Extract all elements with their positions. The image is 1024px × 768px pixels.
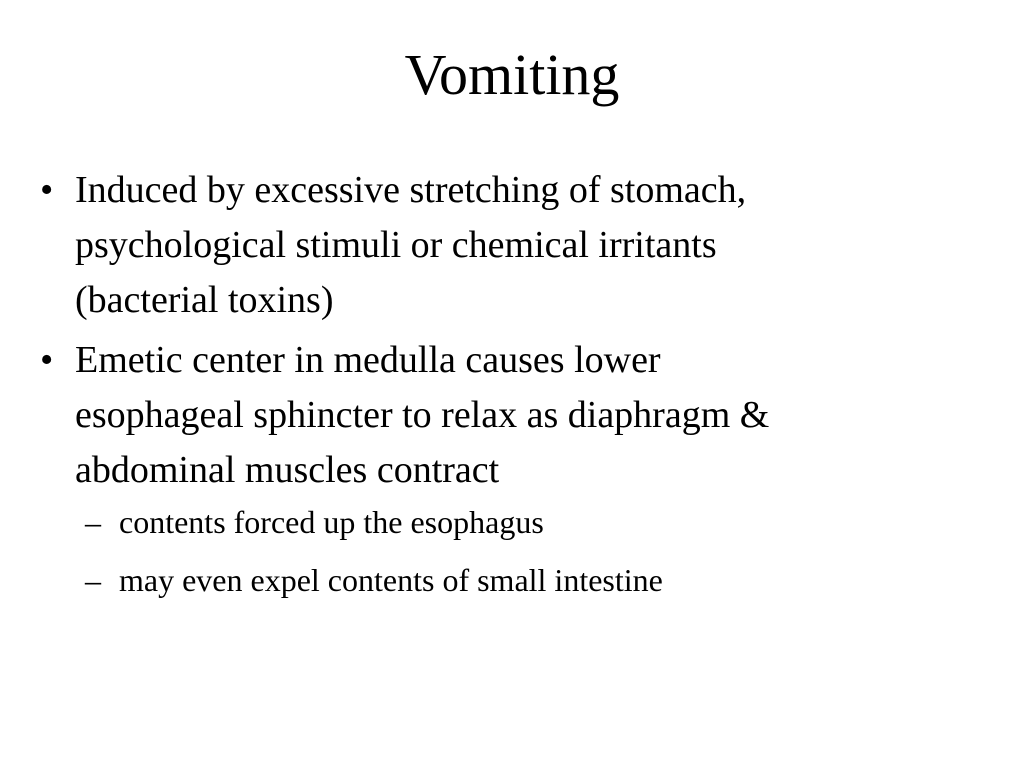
- bullet-marker: •: [40, 169, 54, 211]
- bullet-item-2: [40, 333, 940, 602]
- bullet-line: esophageal sphincter to relax as diaphragm &: [75, 394, 770, 436]
- bullet-line: psychological stimuli or chemical irritants: [75, 224, 717, 266]
- sub-bullet-marker: –: [85, 562, 101, 598]
- bullet-line: Emetic center in medulla causes lower: [75, 339, 661, 381]
- slide-title: Vomiting: [404, 42, 620, 107]
- sub-bullet-item-2: [85, 558, 940, 602]
- sub-bullet-list: [85, 500, 940, 602]
- sub-bullet-item-1: [85, 500, 940, 544]
- sub-bullet-marker: –: [85, 504, 101, 540]
- sub-bullet-text: contents forced up the esophagus: [119, 504, 544, 540]
- sub-bullet-text: may even expel contents of small intestine: [119, 562, 663, 598]
- bullet-marker: •: [40, 339, 54, 381]
- bullet-line: (bacterial toxins): [75, 279, 334, 321]
- bullet-item-1: [40, 163, 940, 328]
- bullet-list: [40, 163, 940, 616]
- bullet-line: abdominal muscles contract: [75, 449, 500, 491]
- bullet-line: Induced by excessive stretching of stomach,: [75, 169, 747, 211]
